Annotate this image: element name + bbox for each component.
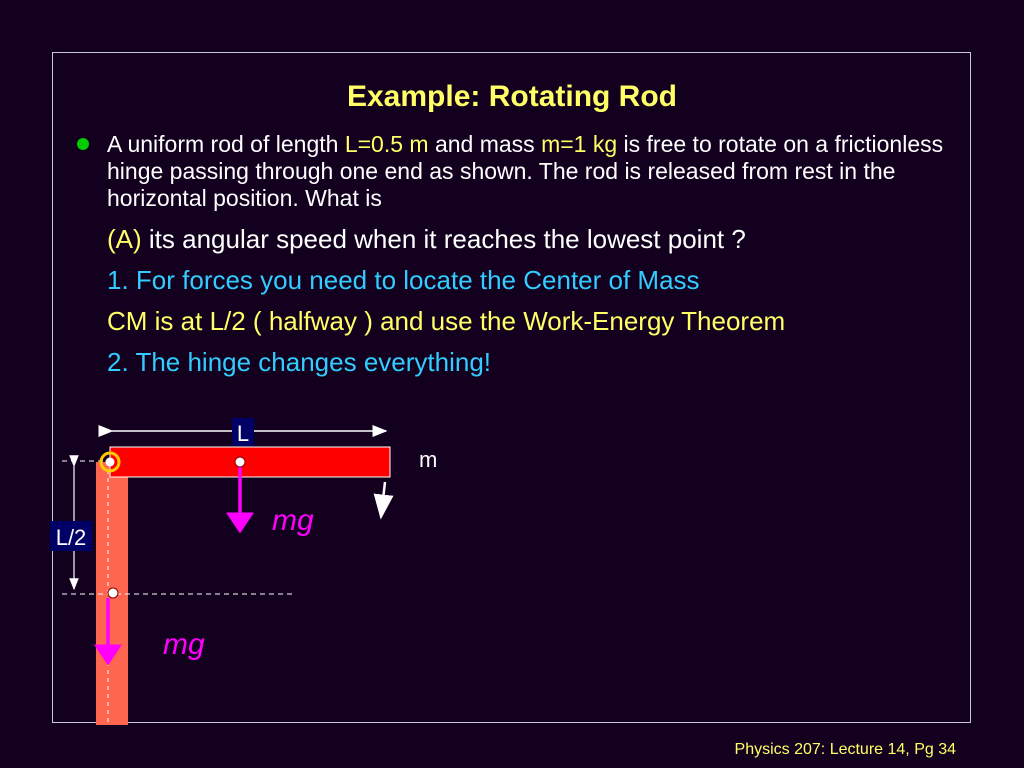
step-2: 2. The hinge changes everything! xyxy=(107,347,492,377)
length-label: L xyxy=(236,421,250,446)
half-length-label: L/2 xyxy=(55,525,87,550)
question-a-label: (A) xyxy=(107,224,142,254)
rotation-direction-arrow xyxy=(381,482,385,517)
hinge-pivot-dot xyxy=(106,458,115,467)
cm-dot-vertical xyxy=(108,588,118,598)
rod-horizontal xyxy=(110,447,390,477)
length-value: L=0.5 m xyxy=(344,131,429,157)
cm-note: CM is at L/2 ( halfway ) and use the Work-Energy Theorem xyxy=(107,306,786,336)
cm-dot-horizontal xyxy=(235,457,245,467)
slide-title: Example: Rotating Rod xyxy=(346,80,677,113)
mass-label: m xyxy=(419,447,438,472)
mass-value: m=1 kg xyxy=(541,131,618,157)
step-1: 1. For forces you need to locate the Center of Mass xyxy=(107,265,700,295)
force-label-horizontal: mg xyxy=(272,504,314,537)
slide-footer: Physics 207: Lecture 14, Pg 34 xyxy=(734,741,956,758)
force-label-vertical: mg xyxy=(163,628,205,661)
problem-text-2: and mass xyxy=(428,131,542,157)
problem-text-1: A uniform rod of length xyxy=(107,131,345,157)
problem-text-3: is free to rotate on a frictionless hinge passing through one end as shown. The rod is released from rest in the horizontal position. What is xyxy=(107,131,944,211)
question-a-text: its angular speed when it reaches the lowest point ? xyxy=(141,224,746,254)
